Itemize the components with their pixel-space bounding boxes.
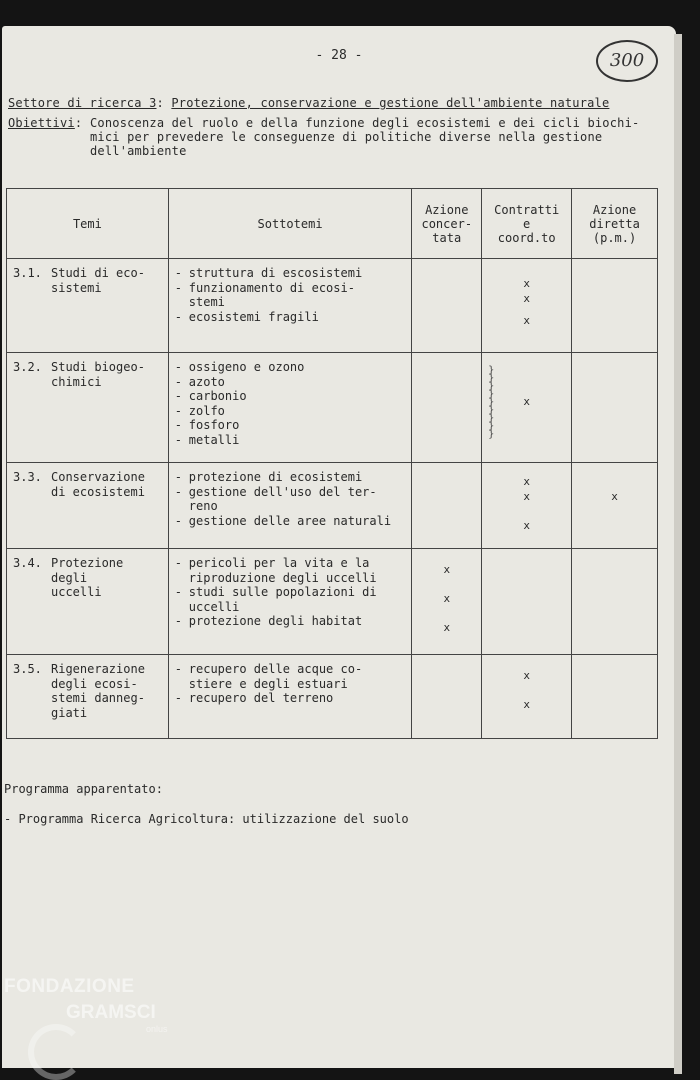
tema-line: Studi di eco-	[51, 266, 145, 280]
watermark-logo-icon	[28, 1024, 84, 1080]
tema-line: stemi danneg-	[51, 691, 145, 705]
table-header-row	[7, 189, 658, 259]
mark-x: x	[443, 592, 451, 605]
table-row	[7, 549, 658, 655]
tema-line: di ecosistemi	[51, 484, 145, 499]
table-row	[7, 353, 658, 463]
watermark-line-2: GRAMSCI	[66, 1002, 156, 1023]
contratti-cell	[482, 353, 572, 463]
research-table	[6, 188, 658, 739]
page-number: - 28 -	[315, 48, 363, 63]
watermark-line-3: onlus	[146, 1024, 168, 1034]
tema-line: degli ecosi-	[51, 676, 138, 691]
sottotema: metalli	[188, 432, 240, 447]
sottotema: ecosistemi fragili	[188, 309, 319, 324]
tema-line: degli	[51, 570, 88, 585]
mark-x: x	[611, 490, 618, 503]
section-heading: Settore di ricerca 3: Protezione, conservazione e gestione dell'ambiente naturale	[8, 96, 610, 110]
mark-x: x	[523, 277, 530, 290]
watermark-line-1: FONDAZIONE	[4, 976, 135, 997]
sottotemi-cell: - pericoli per la vita e la riproduzione degli uccelli - studi sulle popolazioni di uccelli - protezione degli habitat	[174, 556, 377, 628]
objectives-line-3: dell'ambiente	[90, 144, 187, 158]
tema-cell	[7, 463, 168, 506]
header-sottotemi: Sottotemi	[168, 189, 412, 259]
related-program-label: Programma apparentato:	[4, 782, 163, 796]
mark-x: x	[523, 490, 530, 503]
sottotema: gestione delle aree naturali	[188, 513, 392, 528]
mark-x: x	[523, 698, 530, 711]
mark-x: x	[523, 475, 530, 488]
tema-line: Conservazione	[51, 470, 145, 484]
sottotema: struttura di escosistemi	[188, 266, 363, 280]
header-ac-3: tata	[432, 230, 462, 245]
objectives-line-1: Conoscenza del ruolo e della funzione degli ecosistemi e dei cicli biochi-	[90, 116, 640, 130]
sottotemi-cell: - struttura di escosistemi - funzionamento di ecosi- stemi - ecosistemi fragili	[174, 266, 363, 324]
section-title: Protezione, conservazione e gestione dell'ambiente naturale	[171, 96, 610, 110]
sottotema: fosforo	[188, 418, 240, 432]
sottotema: gestione dell'uso del ter-	[188, 484, 377, 499]
sottotema: zolfo	[188, 403, 225, 418]
mark-x: x	[523, 519, 530, 532]
header-c-1: Contratti	[494, 202, 560, 217]
sottotema: protezione di ecosistemi	[188, 470, 363, 484]
header-contratti	[482, 189, 572, 259]
objectives-label-wrap: Obiettivi:	[8, 116, 83, 130]
tema-cell	[7, 353, 168, 396]
mark-x: x	[523, 395, 530, 408]
sottotema: stiere e degli estuari	[188, 676, 348, 691]
sottotema: protezione degli habitat	[188, 614, 363, 628]
section-label: Settore di ricerca 3	[8, 96, 157, 110]
mark-x: x	[523, 292, 530, 305]
mark-x: x	[523, 314, 530, 327]
related-program-item: - Programma Ricerca Agricoltura: utilizzazione del suolo	[4, 812, 409, 826]
contratti-cell	[482, 259, 572, 353]
header-temi: Temi	[7, 189, 169, 259]
sottotemi-cell: - recupero delle acque co- stiere e degli estuari - recupero del terreno	[174, 662, 363, 705]
azione-diretta-cell	[572, 463, 658, 549]
sottotema: carbonio	[188, 389, 247, 403]
sottotemi-cell: - ossigeno e ozono - azoto - carbonio - zolfo - fosforo - metalli	[174, 360, 305, 447]
table-row	[7, 655, 658, 739]
tema-number: 3.3.	[13, 470, 42, 484]
sottotema: riproduzione degli uccelli	[188, 570, 377, 585]
contratti-cell	[482, 655, 572, 739]
header-c-3: coord.to	[497, 230, 556, 245]
header-ad-2: diretta	[589, 216, 640, 231]
sottotema: pericoli per la vita e la	[188, 556, 370, 570]
mark-x: x	[443, 621, 451, 634]
sottotema: funzionamento di ecosi-	[188, 280, 355, 295]
brace-icon: } } } } } } } } }	[488, 365, 495, 440]
mark-x: x	[523, 669, 530, 682]
table-row	[7, 259, 658, 353]
header-ad-3: (p.m.)	[592, 230, 637, 245]
header-ac-2: concer-	[421, 216, 473, 231]
sottotema: reno	[188, 499, 218, 513]
tema-number: 3.4.	[13, 556, 42, 570]
sottotema: azoto	[188, 374, 225, 389]
tema-cell	[7, 549, 168, 607]
mark-x: x	[443, 563, 451, 576]
document-page	[2, 26, 676, 1068]
tema-cell	[7, 259, 168, 302]
tema-line: giati	[51, 705, 88, 720]
header-ac-1: Azione	[425, 202, 469, 217]
contratti-cell	[482, 463, 572, 549]
azione-concertata-cell	[412, 549, 482, 655]
tema-cell	[7, 655, 168, 727]
sottotema: stemi	[188, 295, 225, 309]
sottotema: uccelli	[188, 599, 240, 614]
header-azione-diretta	[572, 189, 658, 259]
tema-line: chimici	[51, 374, 102, 389]
objectives-line-2: mici per prevedere le conseguenze di politiche diverse nella gestione	[90, 130, 603, 144]
header-ad-1: Azione	[592, 202, 637, 217]
header-azione-concertata	[412, 189, 482, 259]
tema-number: 3.5.	[13, 662, 42, 676]
sottotemi-cell: - protezione di ecosistemi - gestione dell'uso del ter- reno - gestione delle aree naturali	[174, 470, 392, 528]
header-c-2: e	[523, 216, 531, 231]
objectives-label-text: Obiettivi	[8, 116, 75, 130]
tema-line: Studi biogeo-	[51, 360, 145, 374]
sottotema: recupero delle acque co-	[188, 662, 363, 676]
tema-number: 3.1.	[13, 266, 42, 280]
archive-stamp-number: 300	[596, 40, 658, 82]
sottotema: ossigeno e ozono	[188, 360, 305, 374]
sottotema: recupero del terreno	[188, 691, 334, 705]
table-row	[7, 463, 658, 549]
tema-line: uccelli	[51, 585, 102, 599]
page-edge	[674, 34, 682, 1074]
tema-line: sistemi	[51, 280, 102, 295]
tema-number: 3.2.	[13, 360, 42, 374]
sottotema: studi sulle popolazioni di	[188, 585, 377, 599]
tema-line: Protezione	[51, 556, 124, 570]
tema-line: Rigenerazione	[51, 662, 145, 676]
